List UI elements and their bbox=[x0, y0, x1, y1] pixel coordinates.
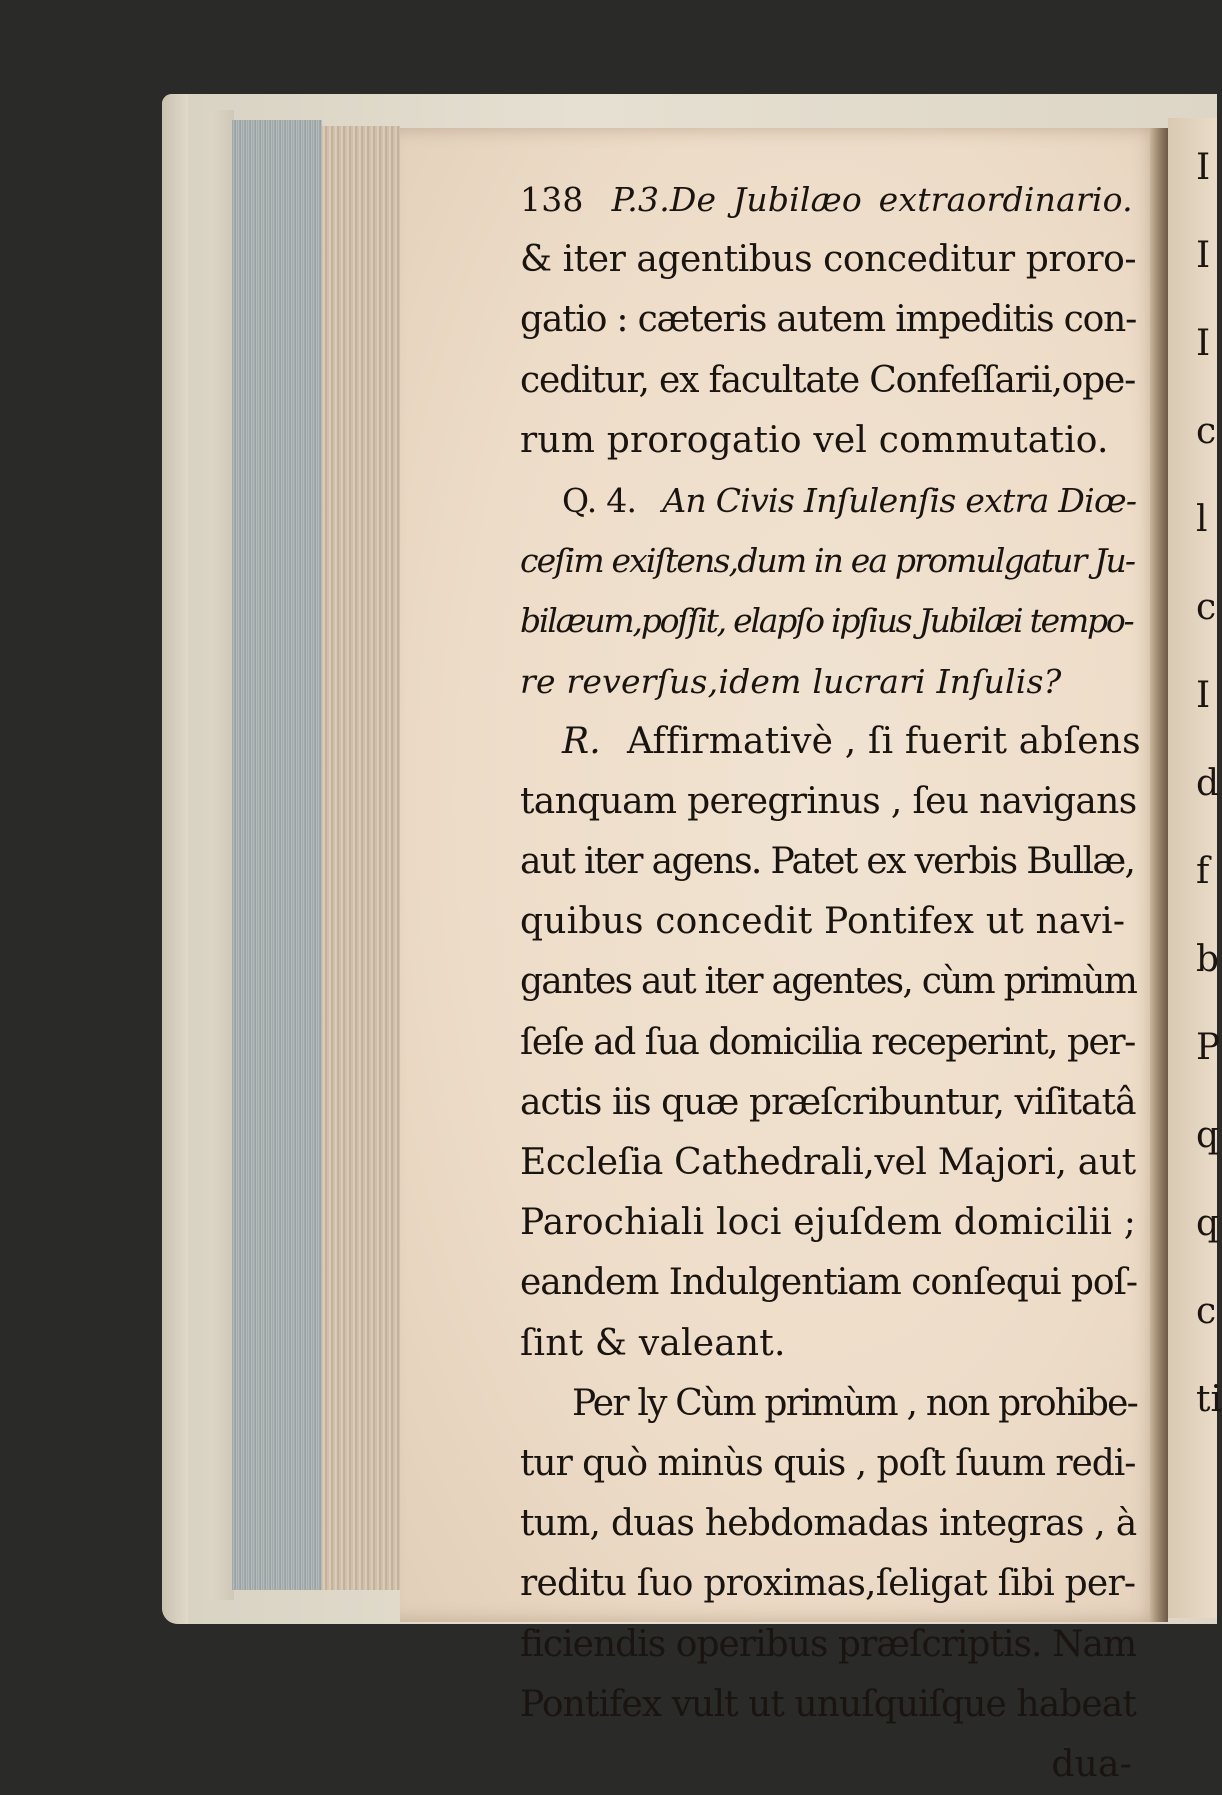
text-line-content: ficiendis operibus præſcriptis. Nam bbox=[520, 1623, 1137, 1665]
text-line bbox=[520, 1013, 1150, 1073]
text-line bbox=[520, 1675, 1150, 1735]
body-lines bbox=[520, 230, 1150, 1735]
text-line bbox=[520, 892, 1150, 952]
facing-fragment: ti bbox=[1196, 1379, 1222, 1420]
text-line bbox=[520, 1253, 1150, 1313]
text-line-content: Eccleſia Cathedrali,vel Majori, aut bbox=[520, 1142, 1136, 1183]
text-line bbox=[520, 652, 1150, 712]
text-line-content: tanquam peregrinus , ſeu navigans bbox=[520, 780, 1137, 822]
page-block-inner-edges bbox=[322, 126, 400, 1590]
facing-fragment: c bbox=[1196, 1291, 1217, 1332]
facing-fragment: l bbox=[1196, 499, 1208, 540]
facing-fragment: q bbox=[1196, 1203, 1220, 1244]
book-gutter bbox=[1150, 128, 1168, 1622]
text-line bbox=[520, 230, 1150, 290]
text-line-content: ſint & valeant. bbox=[520, 1322, 786, 1364]
text-line bbox=[520, 531, 1150, 591]
facing-fragment: f bbox=[1196, 851, 1210, 892]
facing-fragment: I bbox=[1196, 147, 1211, 188]
page-block-edges bbox=[232, 120, 322, 1590]
text-line bbox=[520, 712, 1150, 772]
text-line-content: eandem Indulgentiam conſequi poſ- bbox=[520, 1262, 1138, 1304]
text-line-content: bilæum,poſſit, elapſo ipſius Jubilæi tempo- bbox=[520, 601, 1133, 641]
facing-fragment: I bbox=[1196, 235, 1211, 276]
running-head-title: P.3.De Jubilæo extraordinario. bbox=[611, 180, 1133, 219]
text-line-content: Pontifex vult ut unuſquiſque habeat bbox=[520, 1683, 1136, 1725]
text-line-content: ceditur, ex facultate Confeſſarii,ope- bbox=[520, 359, 1136, 401]
text-line bbox=[520, 471, 1150, 531]
text-line bbox=[520, 952, 1150, 1012]
text-line bbox=[520, 832, 1150, 892]
text-line bbox=[520, 591, 1150, 651]
text-line bbox=[520, 772, 1150, 832]
text-line bbox=[520, 1193, 1150, 1253]
text-line bbox=[520, 1133, 1150, 1193]
text-line bbox=[520, 1314, 1150, 1374]
text-line-content: Per ly Cùm primùm , non prohibe- bbox=[572, 1382, 1137, 1424]
text-line bbox=[520, 1554, 1150, 1614]
question-marker: Q. 4. bbox=[562, 480, 637, 520]
text-line-content: tum, duas hebdomadas integras , à bbox=[520, 1503, 1137, 1545]
catchword: dua- bbox=[1051, 1743, 1132, 1785]
text-line bbox=[520, 1494, 1150, 1554]
facing-fragment: c bbox=[1196, 587, 1217, 628]
text-line-content: Parochiali loci ejuſdem domicilii ; bbox=[520, 1202, 1137, 1244]
text-line-content: ceſim exiſtens,dum in ea promulgatur Ju- bbox=[520, 541, 1135, 581]
text-line-content: actis iis quæ præſcribuntur, viſitatâ bbox=[520, 1081, 1136, 1123]
running-head bbox=[520, 170, 1150, 230]
text-line bbox=[520, 1374, 1150, 1434]
cover-spine-edge bbox=[162, 94, 188, 1624]
text-line-content: aut iter agens. Patet ex verbis Bullæ, bbox=[520, 841, 1135, 883]
facing-page-fragments bbox=[1196, 130, 1222, 1610]
text-line-content: rum prorogatio vel commutatio. bbox=[520, 419, 1109, 461]
facing-fragment: b bbox=[1196, 939, 1220, 980]
text-line-content: Affirmativè , ſi fuerit abſens bbox=[626, 720, 1141, 762]
text-line-content: tur quò minùs quis , poſt ſuum redi- bbox=[520, 1442, 1136, 1484]
text-line-content: re reverſus,idem lucrari Inſulis? bbox=[520, 661, 1062, 701]
question-marker: R. bbox=[562, 720, 601, 762]
text-line bbox=[520, 1615, 1150, 1675]
text-line bbox=[520, 411, 1150, 471]
text-line-content: gatio : cæteris autem impeditis con- bbox=[520, 299, 1137, 341]
facing-fragment: I bbox=[1196, 323, 1211, 364]
text-line bbox=[520, 351, 1150, 411]
inner-board bbox=[210, 110, 234, 1600]
facing-fragment: d bbox=[1196, 763, 1220, 804]
page-text-block bbox=[520, 170, 1150, 1795]
text-line-content: ſeſe ad ſua domicilia receperint, per- bbox=[520, 1021, 1135, 1063]
text-line-content: quibus concedit Pontifex ut navi- bbox=[520, 901, 1126, 943]
text-line-content: reditu ſuo proximas,ſeligat ſibi per- bbox=[520, 1563, 1136, 1605]
facing-fragment: q bbox=[1196, 1115, 1220, 1156]
text-line bbox=[520, 1073, 1150, 1133]
text-line bbox=[520, 1434, 1150, 1494]
facing-fragment: P bbox=[1196, 1027, 1221, 1068]
text-line-content: An Civis Inſulenſis extra Diœ- bbox=[662, 480, 1137, 520]
facing-fragment: c bbox=[1196, 411, 1217, 452]
text-line bbox=[520, 290, 1150, 350]
facing-fragment: I bbox=[1196, 675, 1211, 716]
text-line-content: gantes aut iter agentes, cùm primùm bbox=[520, 961, 1137, 1003]
text-line-content: & iter agentibus conceditur proro- bbox=[520, 239, 1137, 281]
page-number: 138 bbox=[520, 180, 584, 219]
